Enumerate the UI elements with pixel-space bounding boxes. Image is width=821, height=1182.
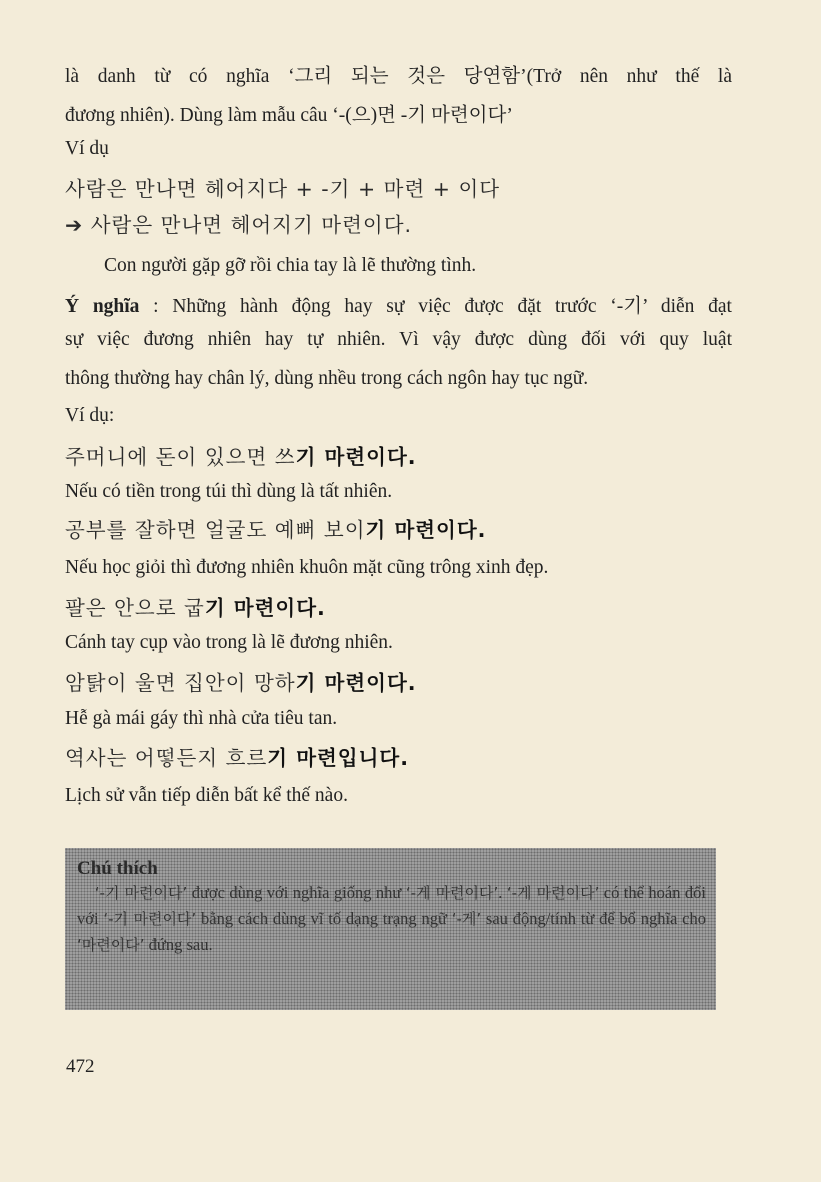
example-korean: 팔은 안으로 굽기 마련이다.: [65, 596, 326, 620]
meaning-line-1: [65, 290, 732, 318]
meaning-label: Ý nghĩa: [65, 296, 140, 317]
note-box: [65, 848, 716, 1010]
meaning-line-3: thông thường hay chân lý, dùng nhều trong cách ngôn hay tục ngữ.: [65, 368, 589, 389]
example-vietnamese: Nếu học giỏi thì đương nhiên khuôn mặt cũng trông xinh đẹp.: [65, 557, 549, 578]
meaning-line-2: sự việc đương nhiên hay tự nhiên. Vì vậy được dùng đối với quy luật: [65, 329, 732, 350]
arrow-icon: ➔: [65, 213, 84, 237]
example-korean: 주머니에 돈이 있으면 쓰기 마련이다.: [65, 445, 417, 469]
intro-line-2: đương nhiên). Dùng làm mẫu câu ‘-(으)면 -기 마련이다’: [65, 105, 513, 126]
intro-line-1: là danh từ có nghĩa ‘그리 되는 것은 당연함’(Trở nên như thế là: [65, 66, 732, 87]
note-body: ‘-기 마련이다’ được dùng với nghĩa giống như ‘-게 마련이다’. ‘-게 마련이다’ có thể hoán đổi với ‘-기 마련이다’ bằng cách dùng vĩ tố dạng trạng ngữ ‘-게’ sau động/tính từ để bổ nghĩa cho ‘마련이다’ đứng sau.: [77, 883, 707, 954]
example-translation: Con người gặp gỡ rồi chia tay là lẽ thường tình.: [104, 255, 477, 276]
example-formula: 사람은 만나면 헤어지다 + -기 + 마련 + 이다: [65, 177, 501, 201]
example-korean: 암탉이 울면 집안이 망하기 마련이다.: [65, 671, 417, 695]
example-vietnamese: Hễ gà mái gáy thì nhà cửa tiêu tan.: [65, 708, 338, 729]
example-label: Ví dụ: [65, 138, 109, 159]
example-vietnamese: Cánh tay cụp vào trong là lẽ đương nhiên.: [65, 632, 393, 653]
example-result: [65, 208, 412, 238]
example-vietnamese: Nếu có tiền trong túi thì dùng là tất nhiên.: [65, 481, 393, 502]
example-korean: 역사는 어떻든지 흐르기 마련입니다.: [65, 746, 410, 770]
examples-label: Ví dụ:: [65, 405, 115, 426]
example-korean: 공부를 잘하면 얼굴도 예뻐 보이기 마련이다.: [65, 518, 487, 542]
page-number: 472: [66, 1056, 95, 1077]
meaning-text: : Những hành động hay sự việc được đặt trước ‘-기’ diễn đạt: [139, 296, 732, 317]
example-result-text: 사람은 만나면 헤어지기 마련이다.: [90, 213, 413, 237]
note-title: Chú thích: [77, 858, 158, 879]
example-vietnamese: Lịch sử vẫn tiếp diễn bất kể thế nào.: [65, 785, 348, 806]
